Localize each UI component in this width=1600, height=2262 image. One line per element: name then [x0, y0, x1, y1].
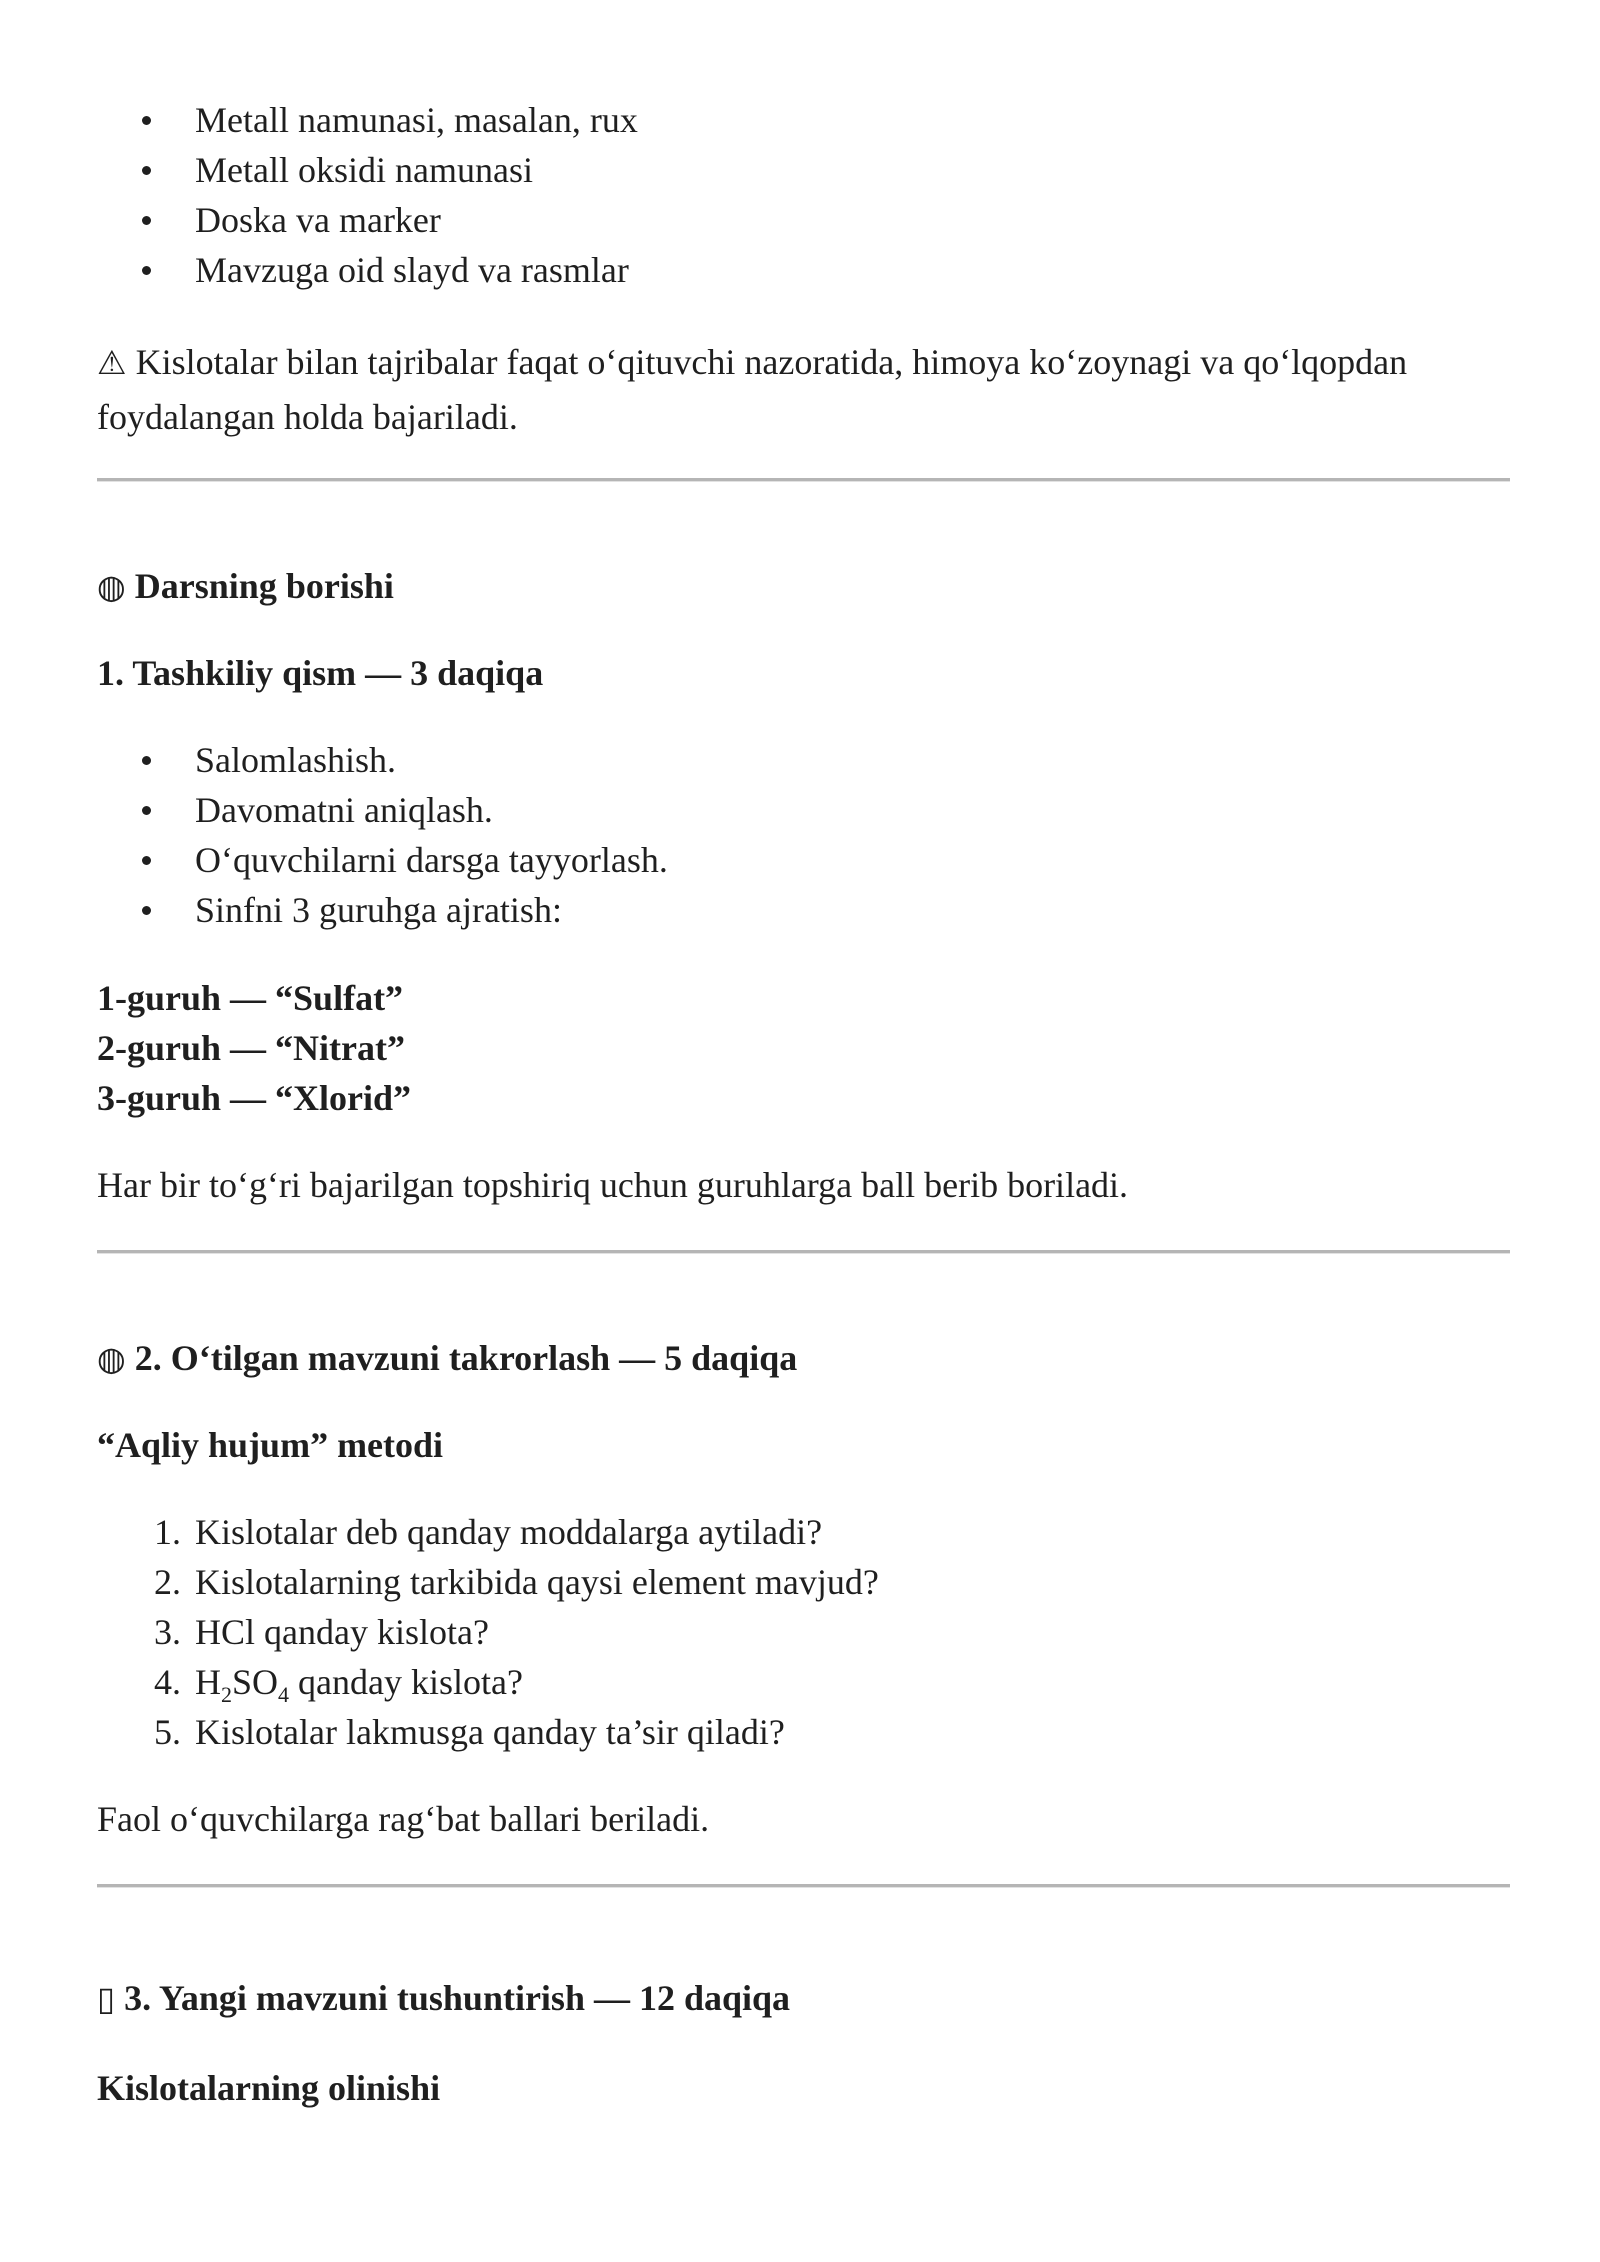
list-item-text: Doska va marker — [195, 200, 441, 240]
list-number: 5. — [154, 1712, 181, 1752]
list-item — [195, 788, 493, 832]
list-item — [195, 888, 562, 932]
list-item-text: Davomatni aniqlash. — [195, 790, 493, 830]
list-item — [154, 1560, 879, 1604]
warning-text: Kislotalar bilan tajribalar faqat o‘qituvchi nazoratida, himoya ko‘zoynagi va qo‘lqopdan foydalangan holda bajariladi. — [97, 342, 1408, 437]
bullet-icon — [142, 756, 151, 765]
group-label: 3-guruh — “Xlorid” — [97, 1078, 412, 1118]
list-item — [154, 1610, 489, 1654]
list-number: 3. — [154, 1612, 181, 1652]
bullet-icon — [142, 216, 151, 225]
list-item-text: Metall namunasi, masalan, rux — [195, 100, 638, 140]
section-heading — [97, 564, 394, 609]
list-item — [195, 98, 638, 142]
list-item — [195, 148, 533, 192]
section-heading — [97, 1336, 797, 1381]
list-number: 2. — [154, 1562, 181, 1602]
warning-icon: ⚠ — [97, 343, 127, 382]
list-item-text: Sinfni 3 guruhga ajratish: — [195, 890, 562, 930]
list-item-text: HCl qanday kislota? — [195, 1612, 489, 1652]
divider — [97, 1250, 1510, 1253]
list-item — [195, 838, 668, 882]
list-item — [195, 248, 629, 292]
bullet-icon — [142, 906, 151, 915]
group-label: 1-guruh — “Sulfat” — [97, 978, 404, 1018]
bullet-icon — [142, 806, 151, 815]
bullet-icon — [142, 266, 151, 275]
section-title: 3. Yangi mavzuni tushuntirish — 12 daqiqa — [124, 1978, 791, 2018]
bullet-icon — [142, 166, 151, 175]
dotted-circle-icon: ◍ — [97, 1339, 126, 1378]
list-item-text: $H_2SO_4$ qanday kislota? — [195, 1662, 523, 1707]
list-item-text: Mavzuga oid slayd va rasmlar — [195, 250, 629, 290]
list-item-text: Salomlashish. — [195, 740, 397, 780]
bullet-icon — [142, 856, 151, 865]
list-number: 1. — [154, 1512, 181, 1552]
reward-note: Faol o‘quvchilarga rag‘bat ballari beriladi. — [97, 1799, 710, 1839]
scoring-note: Har bir to‘g‘ri bajarilgan topshiriq uchun guruhlarga ball berib boriladi. — [97, 1165, 1129, 1205]
section-title: Darsning borishi — [134, 566, 394, 606]
bullet-icon — [142, 116, 151, 125]
list-item — [154, 1660, 523, 1707]
subsection-title: Kislotalarning olinishi — [97, 2068, 441, 2108]
missing-glyph-icon: ▯ — [97, 1979, 116, 2018]
list-item-text: Kislotalar lakmusga qanday ta’sir qiladi? — [195, 1712, 785, 1752]
group-label: 2-guruh — “Nitrat” — [97, 1028, 405, 1068]
list-item-text: Kislotalar deb qanday moddalarga aytiladi? — [195, 1512, 823, 1552]
section-title: 2. O‘tilgan mavzuni takrorlash — 5 daqiqa — [134, 1338, 798, 1378]
method-title: “Aqliy hujum” metodi — [97, 1425, 444, 1465]
list-item-text: O‘quvchilarni darsga tayyorlash. — [195, 840, 668, 880]
safety-warning — [97, 335, 1510, 444]
part1-title: 1. Tashkiliy qism — 3 daqiqa — [97, 653, 544, 693]
divider — [97, 1884, 1510, 1887]
list-item — [154, 1710, 785, 1754]
list-item-text: Metall oksidi namunasi — [195, 150, 533, 190]
list-number: 4. — [154, 1662, 181, 1702]
list-item — [195, 738, 396, 782]
list-item — [154, 1510, 823, 1554]
divider — [97, 478, 1510, 481]
hatched-circle-icon: ◍ — [97, 567, 126, 606]
list-item-text: Kislotalarning tarkibida qaysi element mavjud? — [195, 1562, 879, 1602]
list-item — [195, 198, 441, 242]
section-heading — [97, 1976, 790, 2021]
